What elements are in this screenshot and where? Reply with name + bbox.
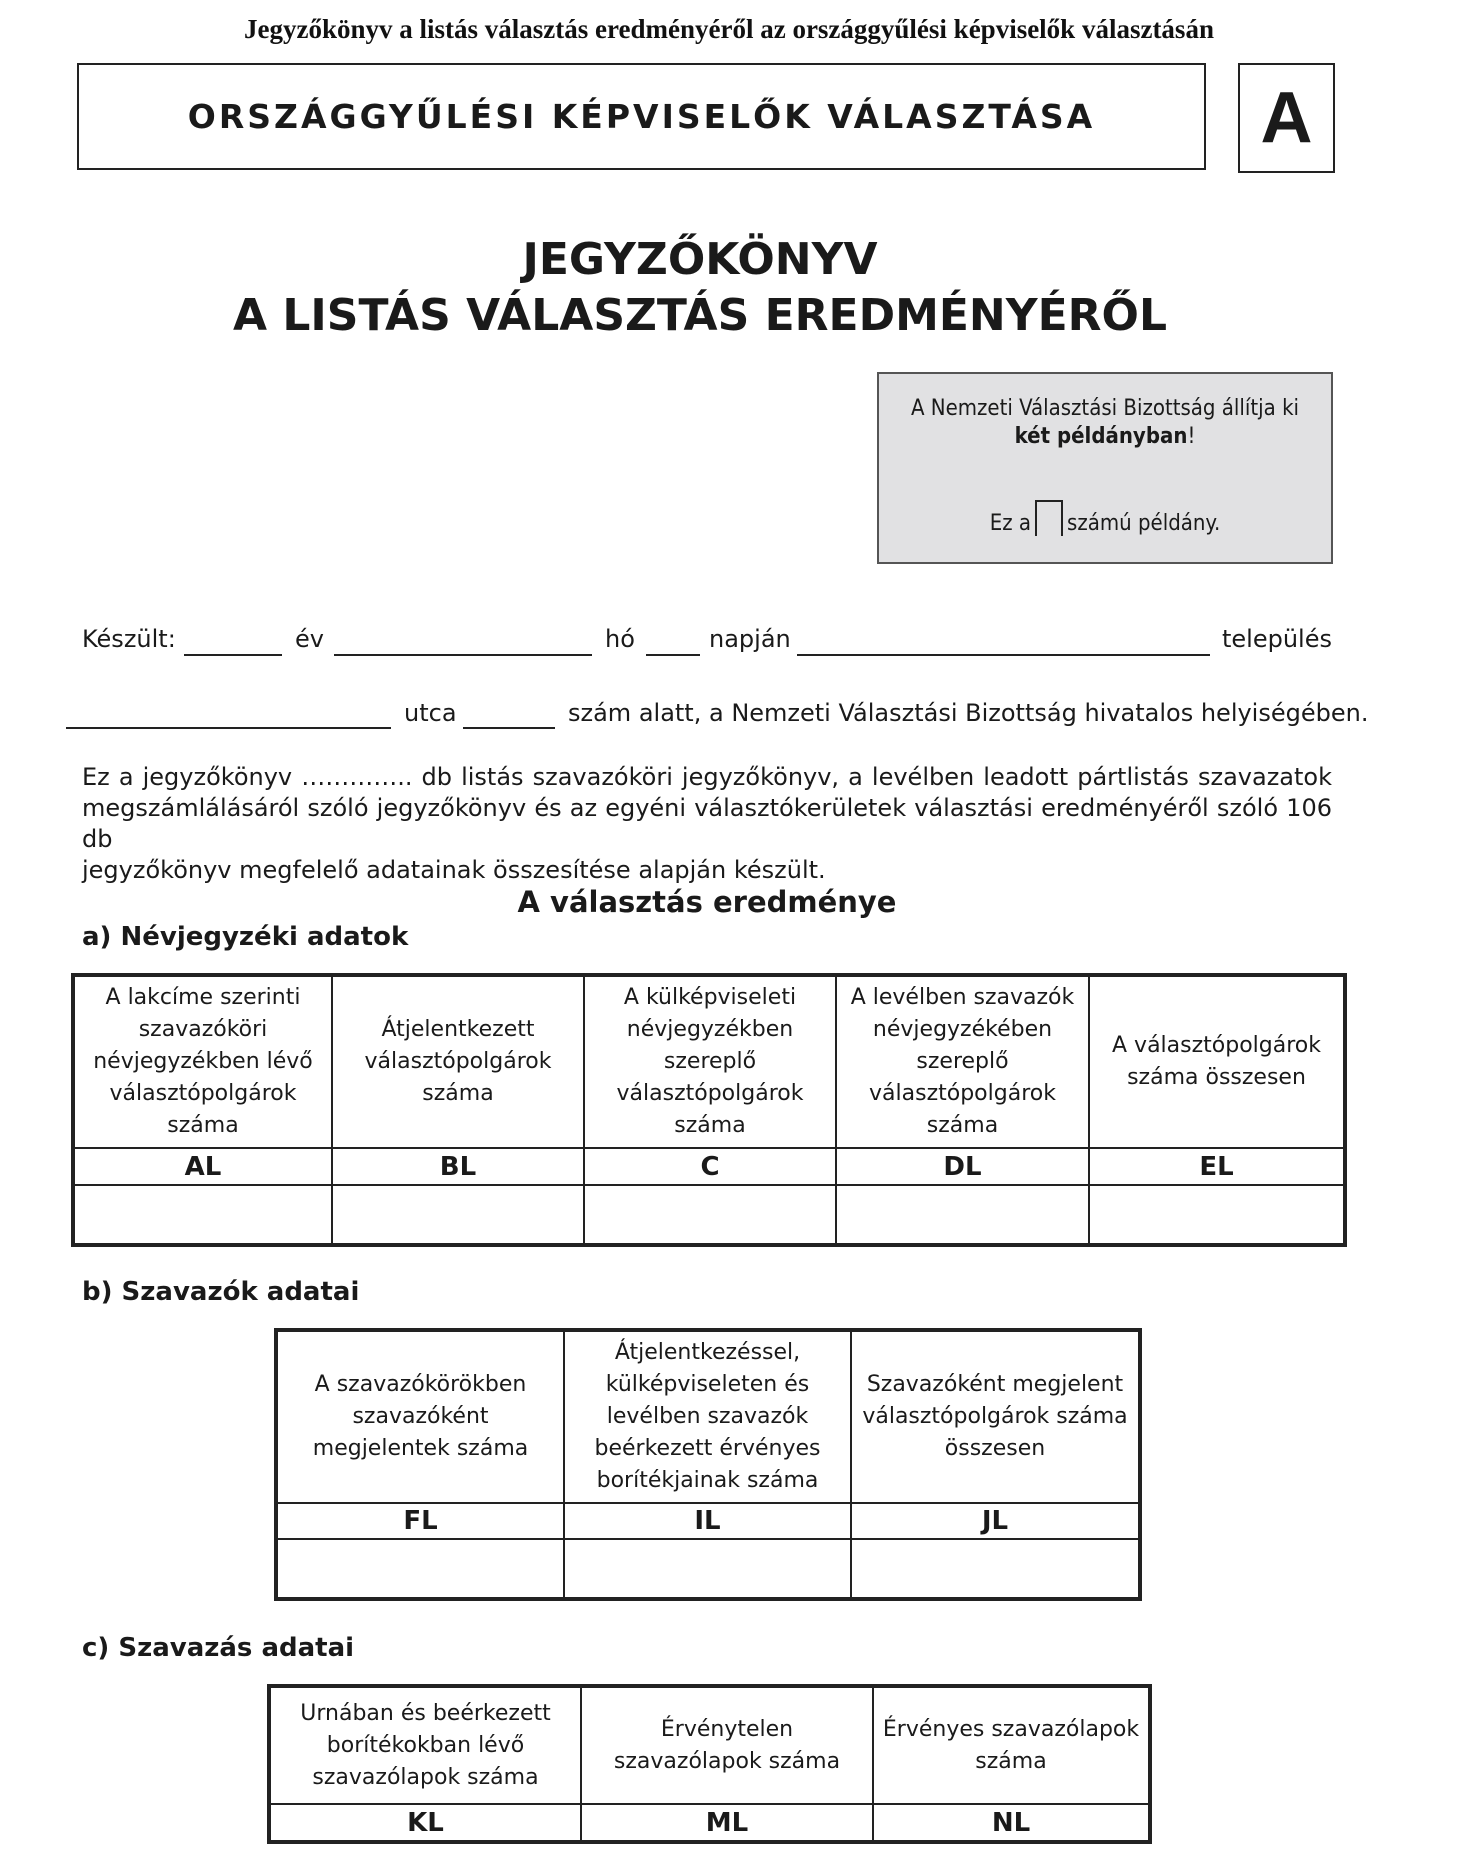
section-c-table — [269, 1686, 1150, 1842]
col-code-bl: BL — [332, 1148, 584, 1185]
month-label: hó — [605, 625, 635, 653]
paragraph-line1: Ez a jegyzőkönyv ………….. db listás szavazóköri jegyzőkönyv, a levélben leadott pártlistás szavazatok — [82, 763, 1332, 791]
day-field[interactable] — [646, 654, 700, 656]
house-number-field[interactable] — [463, 727, 555, 729]
form-letter: A — [1260, 78, 1313, 158]
col-code-al: AL — [74, 1148, 332, 1185]
col-label-il: Átjelentkezéssel, külképviseleten és levélben szavazók beérkezett érvényes borítékjainak száma — [564, 1331, 851, 1503]
value-field-el[interactable] — [1089, 1185, 1344, 1244]
main-title-line1: JEGYZŐKÖNYV — [522, 234, 878, 285]
settlement-field[interactable] — [797, 654, 1210, 656]
section-b-title: b) Szavazók adatai — [82, 1277, 360, 1307]
notice-line1: A Nemzeti Választási Bizottság állítja ki — [910, 396, 1300, 421]
col-label-ml: Érvénytelen szavazólapok száma — [581, 1687, 873, 1804]
col-label-dl: A levélben szavazók névjegyzékében szereplő választópolgárok száma — [836, 976, 1089, 1148]
paragraph-line2: megszámlálásáról szóló jegyzőkönyv és az egyéni választókerületek választási eredményéről szóló 106 db — [82, 794, 1332, 853]
col-code-ml: ML — [581, 1804, 873, 1841]
col-label-kl: Urnában és beérkezett borítékokban lévő szavazólapok száma — [270, 1687, 581, 1804]
intro-paragraph — [82, 762, 1332, 886]
col-code-kl: KL — [270, 1804, 581, 1841]
settlement-label: település — [1222, 625, 1332, 653]
notice-line3: Ez a számú példány. — [879, 500, 1331, 536]
section-a-title: a) Névjegyzéki adatok — [82, 922, 409, 952]
col-label-nl: Érvényes szavazólapok száma — [873, 1687, 1149, 1804]
section-a-table — [73, 975, 1345, 1245]
col-code-el: EL — [1089, 1148, 1344, 1185]
col-code-dl: DL — [836, 1148, 1089, 1185]
col-code-fl: FL — [277, 1503, 564, 1539]
banner-text: ORSZÁGGYŰLÉSI KÉPVISELŐK VÁLASZTÁSA — [187, 97, 1096, 136]
section-b-table — [276, 1330, 1140, 1599]
result-heading: A választás eredménye — [517, 885, 897, 919]
value-field-fl[interactable] — [277, 1539, 564, 1598]
value-field-jl[interactable] — [851, 1539, 1139, 1598]
street-field[interactable] — [66, 727, 391, 729]
month-field[interactable] — [334, 654, 592, 656]
paragraph-line3: jegyzőkönyv megfelelő adatainak összesítése alapján készült. — [82, 856, 826, 884]
main-title-line2: A LISTÁS VÁLASZTÁS EREDMÉNYÉRŐL — [232, 290, 1167, 341]
col-label-bl: Átjelentkezett választópolgárok száma — [332, 976, 584, 1148]
location-text: szám alatt, a Nemzeti Választási Bizottság hivatalos helyiségében. — [568, 699, 1369, 727]
col-label-al: A lakcíme szerinti szavazóköri névjegyzékben lévő választópolgárok száma — [74, 976, 332, 1148]
form-letter-box — [1238, 63, 1335, 173]
street-label: utca — [404, 699, 457, 727]
election-banner — [77, 63, 1206, 170]
year-label: év — [295, 625, 324, 653]
col-code-il: IL — [564, 1503, 851, 1539]
day-label: napján — [709, 625, 791, 653]
value-field-bl[interactable] — [332, 1185, 584, 1244]
value-field-dl[interactable] — [836, 1185, 1089, 1244]
col-label-el: A választópolgárok száma összesen — [1089, 976, 1344, 1148]
section-c-title: c) Szavazás adatai — [82, 1633, 355, 1663]
notice-line2: két példányban! — [1014, 424, 1196, 449]
document-header: Jegyzőkönyv a listás választás eredményéről az országgyűlési képviselők választásán — [244, 14, 1214, 44]
col-label-c: A külképviseleti névjegyzékben szereplő választópolgárok száma — [584, 976, 836, 1148]
copies-notice — [877, 372, 1333, 564]
value-field-c[interactable] — [584, 1185, 836, 1244]
col-code-jl: JL — [851, 1503, 1139, 1539]
made-label: Készült: — [82, 625, 176, 653]
year-field[interactable] — [184, 654, 282, 656]
value-field-al[interactable] — [74, 1185, 332, 1244]
col-label-jl: Szavazóként megjelent választópolgárok száma összesen — [851, 1331, 1139, 1503]
copy-number-field[interactable] — [1035, 500, 1063, 536]
value-field-il[interactable] — [564, 1539, 851, 1598]
col-code-nl: NL — [873, 1804, 1149, 1841]
col-label-fl: A szavazókörökben szavazóként megjelentek száma — [277, 1331, 564, 1503]
col-code-c: C — [584, 1148, 836, 1185]
